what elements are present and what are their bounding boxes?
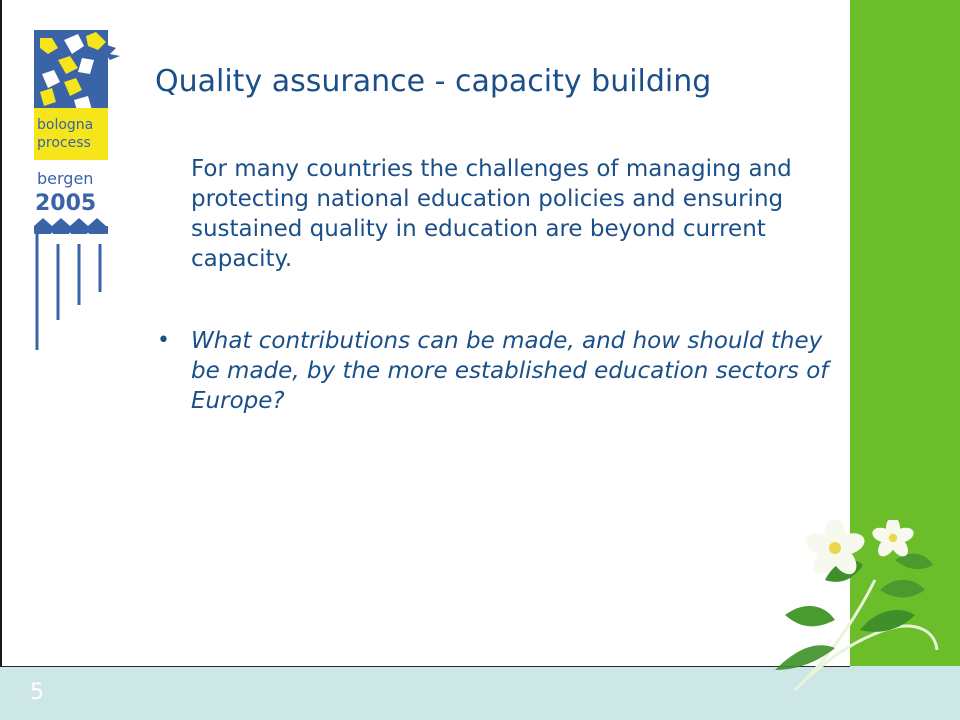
body-paragraph: For many countries the challenges of managing and protecting national education policies and ensuring sustained quality in education are beyond current capacity. bbox=[191, 156, 792, 272]
logo-text-process: process bbox=[37, 135, 91, 151]
footer-divider bbox=[0, 666, 850, 667]
bullet-icon: • bbox=[157, 328, 170, 353]
bullet-text: What contributions can be made, and how should they be made, by the more established education sectors of Europe? bbox=[191, 328, 829, 414]
bologna-process-logo bbox=[34, 30, 120, 352]
anemone-flower-icon bbox=[765, 520, 945, 695]
page-number: 5 bbox=[30, 680, 44, 705]
slide-title: Quality assurance - capacity building bbox=[155, 64, 712, 99]
left-border-line bbox=[0, 0, 2, 696]
logo-text-bergen: bergen bbox=[37, 169, 94, 188]
logo-text-bologna: bologna bbox=[37, 117, 94, 133]
logo-text-2005: 2005 bbox=[35, 191, 97, 216]
